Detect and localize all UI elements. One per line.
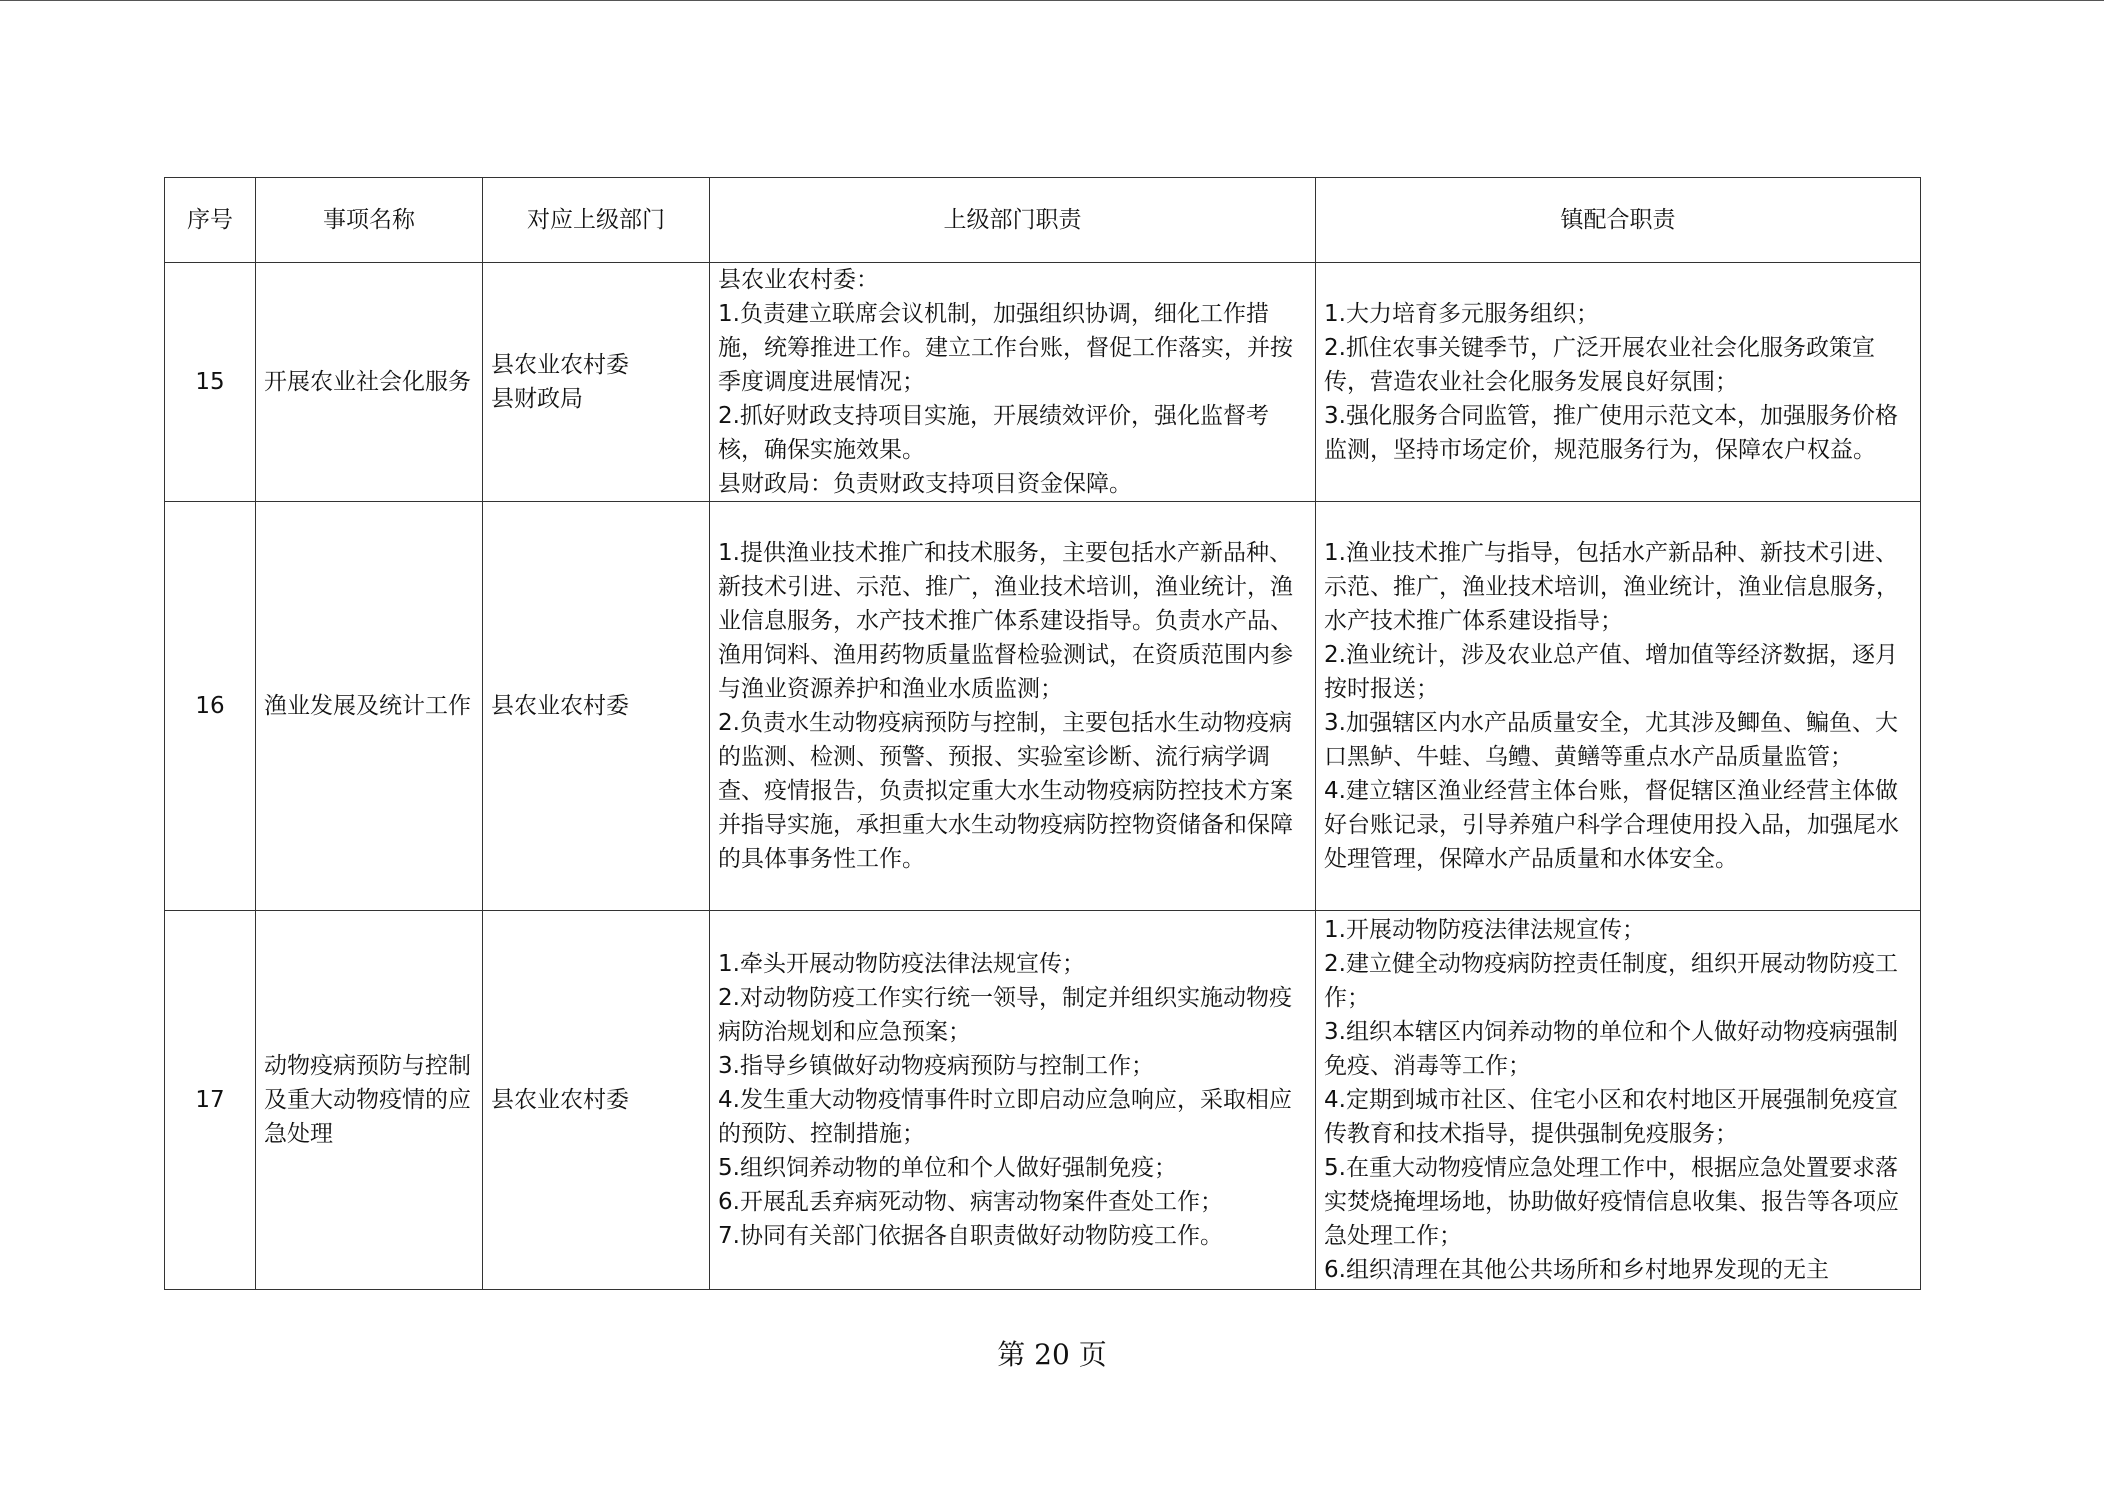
duty-line: 1.负责建立联席会议机制，加强组织协调，细化工作措施，统筹推进工作。建立工作台账，督促工作落实，并按季度调度进展情况； (718, 301, 1293, 395)
page-number: 第 20 页 (997, 1338, 1107, 1371)
duty-line: 2.建立健全动物疫病防控责任制度，组织开展动物防疫工作； (1324, 951, 1898, 1011)
town-duties (1316, 911, 1921, 1290)
row-index: 17 (165, 911, 256, 1290)
header-upper-department: 对应上级部门 (483, 178, 710, 263)
table-header (165, 178, 1921, 263)
duty-line: 5.在重大动物疫情应急处理工作中，根据应急处置要求落实焚烧掩埋场地，协助做好疫情信息收集、报告等各项应急处理工作； (1324, 1155, 1899, 1249)
header-upper-duties: 上级部门职责 (710, 178, 1316, 263)
duty-line: 县财政局：负责财政支持项目资金保障。 (718, 471, 1132, 497)
table-row (165, 502, 1921, 911)
duty-line: 2.对动物防疫工作实行统一领导，制定并组织实施动物疫病防治规划和应急预案； (718, 985, 1292, 1045)
duty-line: 5.组织饲养动物的单位和个人做好强制免疫； (718, 1155, 1177, 1181)
header-item-name: 事项名称 (256, 178, 483, 263)
department-line: 县农业农村委 (491, 352, 629, 378)
upper-duties (710, 502, 1316, 911)
duty-line: 3.加强辖区内水产品质量安全，尤其涉及鲫鱼、鳊鱼、大口黑鲈、牛蛙、乌鳢、黄鳝等重点水产品质量监管； (1324, 710, 1898, 770)
row-index: 15 (165, 263, 256, 502)
duty-line: 3.强化服务合同监管，推广使用示范文本，加强服务价格监测，坚持市场定价，规范服务行为，保障农户权益。 (1324, 403, 1898, 463)
duty-line: 1.大力培育多元服务组织； (1324, 301, 1599, 327)
upper-duties (710, 263, 1316, 502)
row-index: 16 (165, 502, 256, 911)
duty-line: 6.组织清理在其他公共场所和乡村地界发现的无主 (1324, 1257, 1829, 1283)
duty-line: 1.提供渔业技术推广和技术服务，主要包括水产新品种、新技术引进、示范、推广，渔业技术培训，渔业统计，渔业信息服务，水产技术推广体系建设指导。负责水产品、渔用饲料、渔用药物质量监督检验测试，在资质范围内参与渔业资源养护和渔业水质监测； (718, 540, 1293, 702)
header-row (165, 178, 1921, 263)
table-row (165, 911, 1921, 1290)
upper-duties (710, 911, 1316, 1290)
table-row (165, 263, 1921, 502)
table-body (165, 263, 1921, 1290)
department-line: 县财政局 (491, 386, 583, 412)
page-top-border (0, 0, 2104, 1)
header-index: 序号 (165, 178, 256, 263)
duty-line: 2.渔业统计，涉及农业总产值、增加值等经济数据，逐月按时报送； (1324, 642, 1898, 702)
town-duties (1316, 502, 1921, 911)
duty-line: 1.渔业技术推广与指导，包括水产新品种、新技术引进、示范、推广，渔业技术培训，渔业统计，渔业信息服务，水产技术推广体系建设指导； (1324, 540, 1899, 634)
duty-line: 2.抓住农事关键季节，广泛开展农业社会化服务政策宣传，营造农业社会化服务发展良好氛围； (1324, 335, 1875, 395)
duty-line: 7.协同有关部门依据各自职责做好动物防疫工作。 (718, 1223, 1223, 1249)
item-name: 开展农业社会化服务 (256, 263, 483, 502)
duty-line: 1.牵头开展动物防疫法律法规宣传； (718, 951, 1085, 977)
duty-line: 4.定期到城市社区、住宅小区和农村地区开展强制免疫宣传教育和技术指导，提供强制免疫服务； (1324, 1087, 1898, 1147)
department-line: 县农业农村委 (491, 1087, 629, 1113)
duty-line: 2.负责水生动物疫病预防与控制，主要包括水生动物疫病的监测、检测、预警、预报、实验室诊断、流行病学调查、疫情报告，负责拟定重大水生动物疫病防控技术方案并指导实施，承担重大水生动物疫病防控物资储备和保障的具体事务性工作。 (718, 710, 1293, 872)
upper-department (483, 911, 710, 1290)
town-duties (1316, 263, 1921, 502)
item-name: 动物疫病预防与控制及重大动物疫情的应急处理 (256, 911, 483, 1290)
upper-department (483, 502, 710, 911)
duty-line: 6.开展乱丢弃病死动物、病害动物案件查处工作； (718, 1189, 1223, 1215)
duty-line: 3.指导乡镇做好动物疫病预防与控制工作； (718, 1053, 1154, 1079)
duty-line: 4.发生重大动物疫情事件时立即启动应急响应，采取相应的预防、控制措施； (718, 1087, 1292, 1147)
duty-line: 4.建立辖区渔业经营主体台账，督促辖区渔业经营主体做好台账记录，引导养殖户科学合理使用投入品，加强尾水处理管理，保障水产品质量和水体安全。 (1324, 778, 1899, 872)
duty-line: 2.抓好财政支持项目实施，开展绩效评价，强化监督考核，确保实施效果。 (718, 403, 1269, 463)
duty-line: 1.开展动物防疫法律法规宣传； (1324, 917, 1645, 943)
duty-line: 县农业农村委： (718, 267, 879, 293)
header-town-duties: 镇配合职责 (1316, 178, 1921, 263)
upper-department (483, 263, 710, 502)
duty-line: 3.组织本辖区内饲养动物的单位和个人做好动物疫病强制免疫、消毒等工作； (1324, 1019, 1898, 1079)
item-name: 渔业发展及统计工作 (256, 502, 483, 911)
duty-table (164, 177, 1921, 1290)
department-line: 县农业农村委 (491, 693, 629, 719)
